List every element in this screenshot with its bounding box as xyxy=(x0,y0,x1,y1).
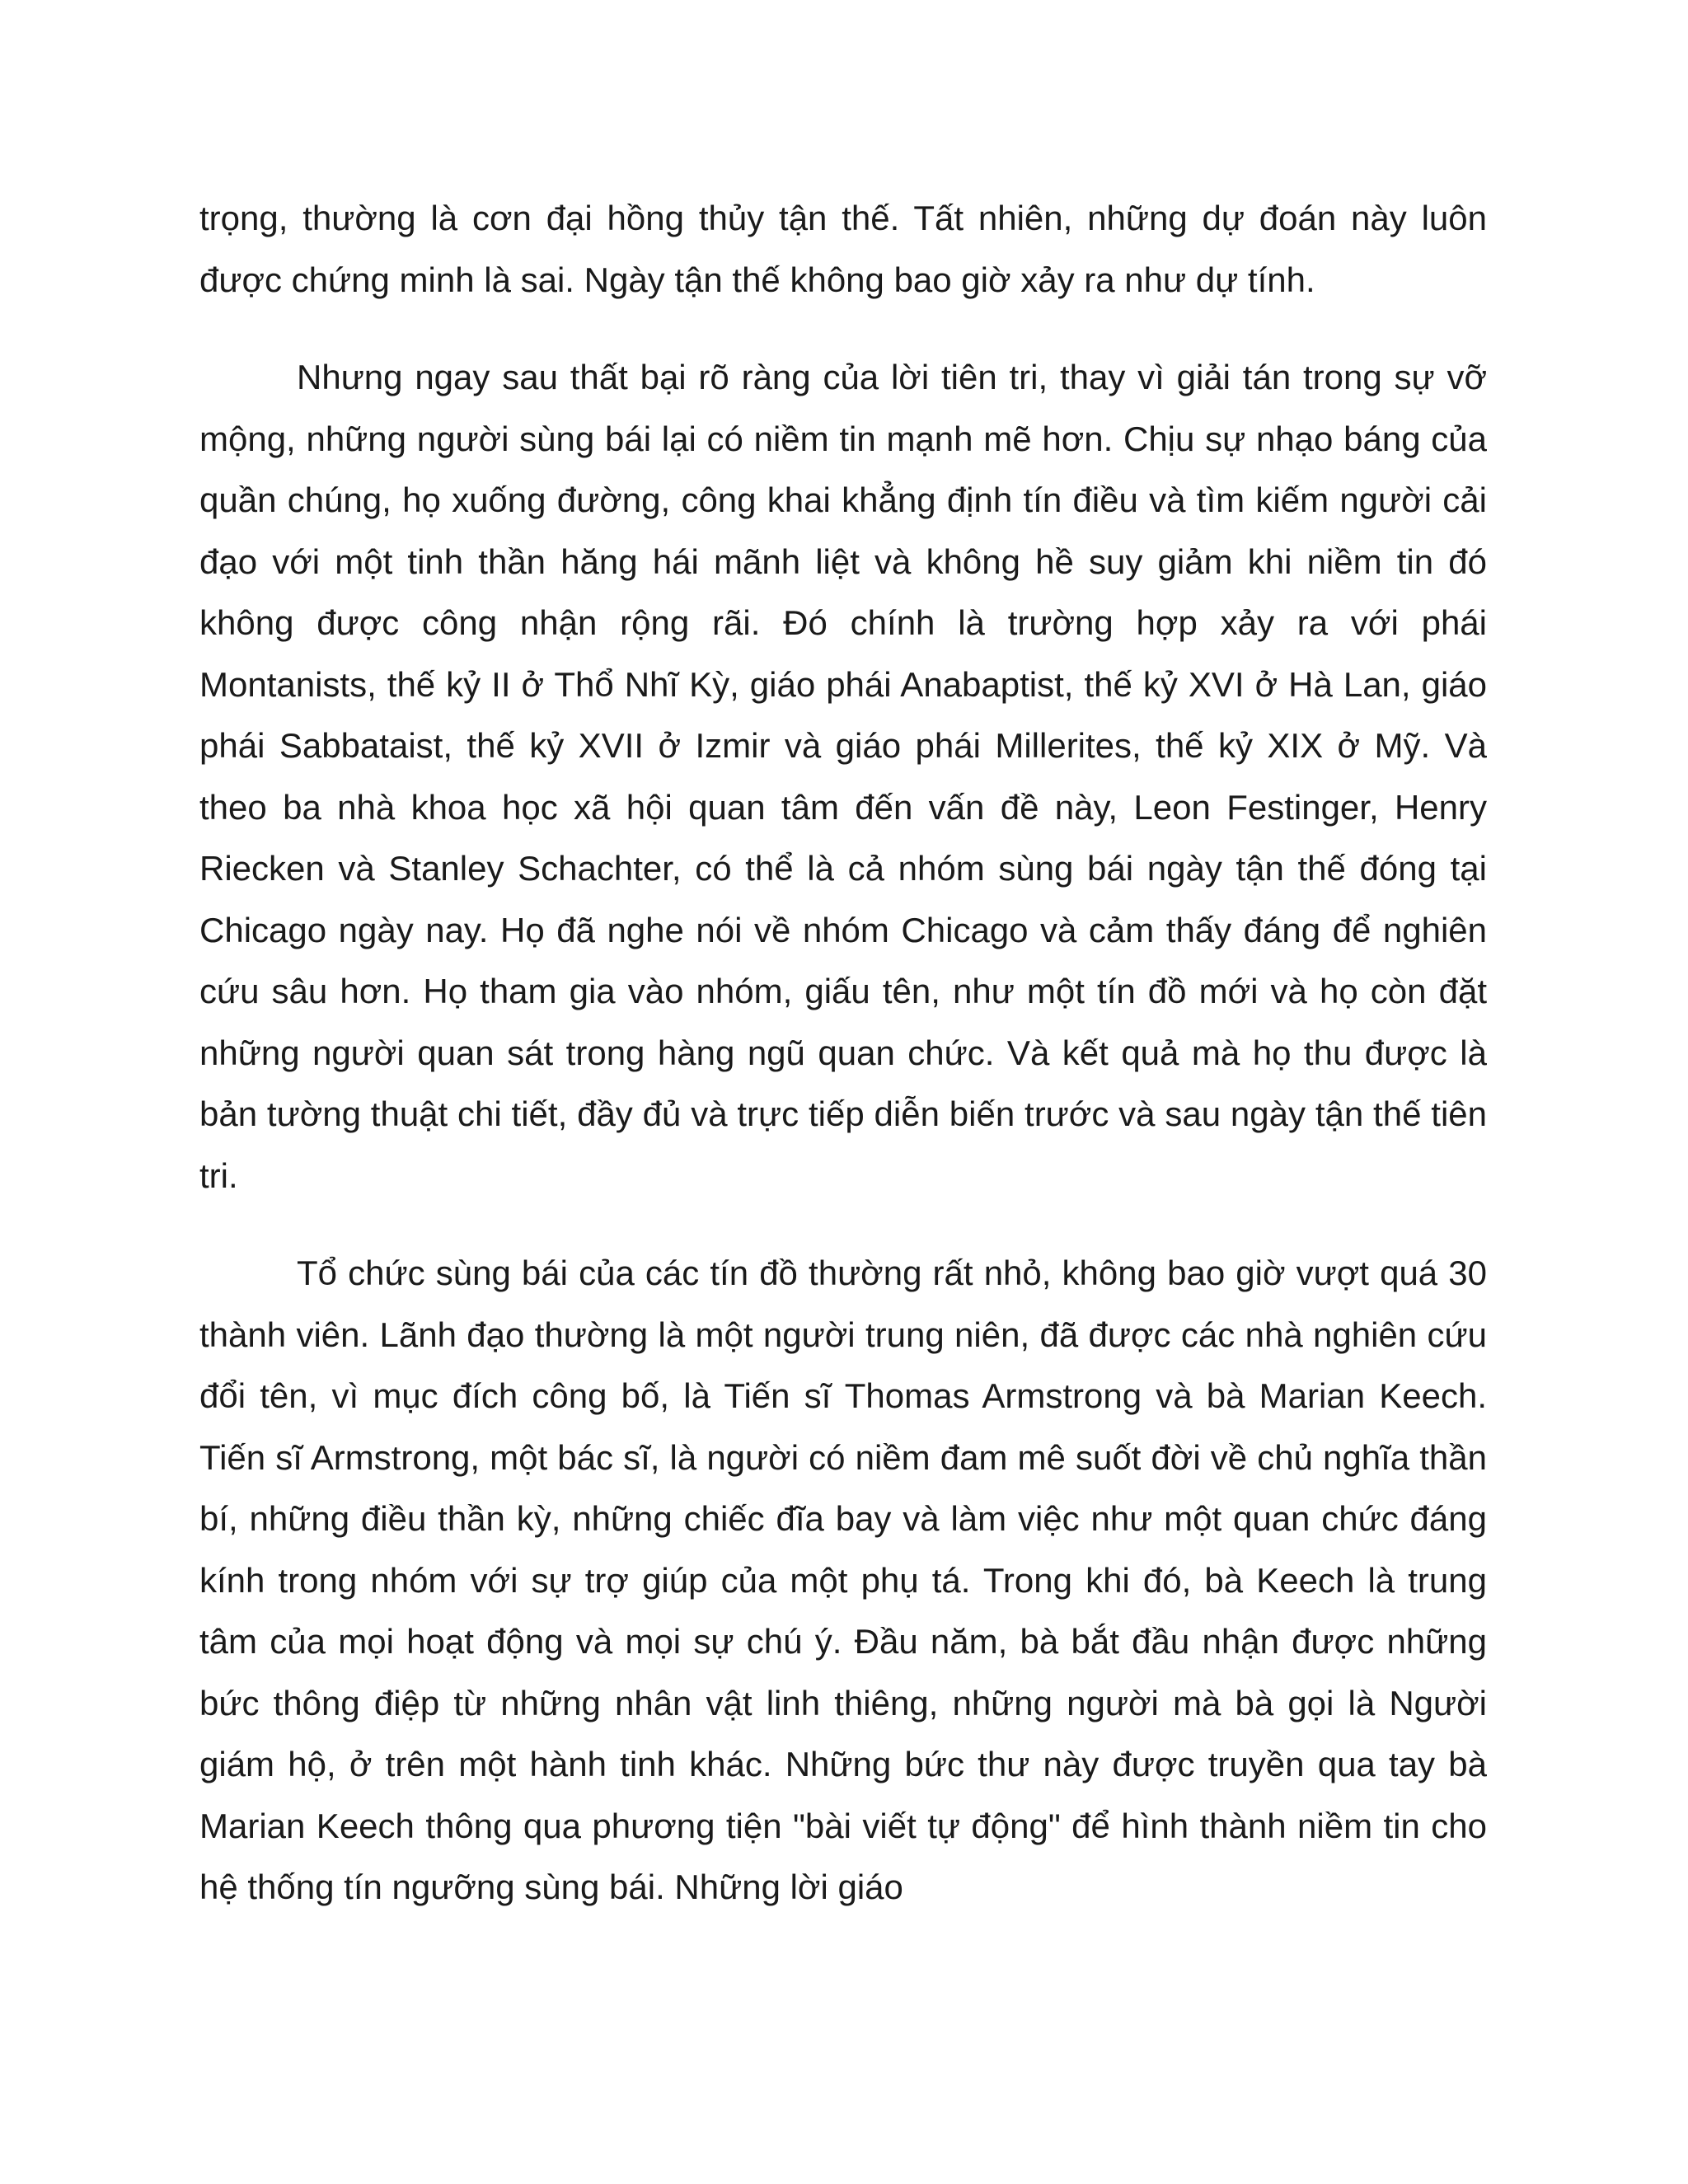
paragraph-1: trọng, thường là cơn đại hồng thủy tận thế. Tất nhiên, những dự đoán này luôn được chứng minh là sai. Ngày tận thế không bao giờ xảy ra như dự tính. xyxy=(199,199,1487,299)
body-text xyxy=(199,188,1487,1919)
paragraph-3: Tổ chức sùng bái của các tín đồ thường rất nhỏ, không bao giờ vượt quá 30 thành viên. Lãnh đạo thường là một người trung niên, đã được các nhà nghiên cứu đổi tên, vì mục đích công bố, là Tiến sĩ Thomas Armstrong và bà Marian Keech. Tiến sĩ Armstrong, một bác sĩ, là người có niềm đam mê suốt đời về chủ nghĩa thần bí, những điều thần kỳ, những chiếc đĩa bay và làm việc như một quan chức đáng kính trong nhóm với sự trợ giúp của một phụ tá. Trong khi đó, bà Keech là trung tâm của mọi hoạt động và mọi sự chú ý. Đầu năm, bà bắt đầu nhận được những bức thông điệp từ những nhân vật linh thiêng, những người mà bà gọi là Người giám hộ, ở trên một hành tinh khác. Những bức thư này được truyền qua tay bà Marian Keech thông qua phương tiện "bài viết tự động" để hình thành niềm tin cho hệ thống tín ngưỡng sùng bái. Những lời giáo xyxy=(199,1254,1487,1906)
paragraph-2: Nhưng ngay sau thất bại rõ ràng của lời tiên tri, thay vì giải tán trong sự vỡ mộng, những người sùng bái lại có niềm tin mạnh mẽ hơn. Chịu sự nhạo báng của quần chúng, họ xuống đường, công khai khẳng định tín điều và tìm kiếm người cải đạo với một tinh thần hăng hái mãnh liệt và không hề suy giảm khi niềm tin đó không được công nhận rộng rãi. Đó chính là trường hợp xảy ra với phái Montanists, thế kỷ II ở Thổ Nhĩ Kỳ, giáo phái Anabaptist, thế kỷ XVI ở Hà Lan, giáo phái Sabbataist, thế kỷ XVII ở Izmir và giáo phái Millerites, thế kỷ XIX ở Mỹ. Và theo ba nhà khoa học xã hội quan tâm đến vấn đề này, Leon Festinger, Henry Riecken và Stanley Schachter, có thể là cả nhóm sùng bái ngày tận thế đóng tại Chicago ngày nay. Họ đã nghe nói về nhóm Chicago và cảm thấy đáng để nghiên cứu sâu hơn. Họ tham gia vào nhóm, giấu tên, như một tín đồ mới và họ còn đặt những người quan sát trong hàng ngũ quan chức. Và kết quả mà họ thu được là bản tường thuật chi tiết, đầy đủ và trực tiếp diễn biến trước và sau ngày tận thế tiên tri. xyxy=(199,358,1487,1195)
